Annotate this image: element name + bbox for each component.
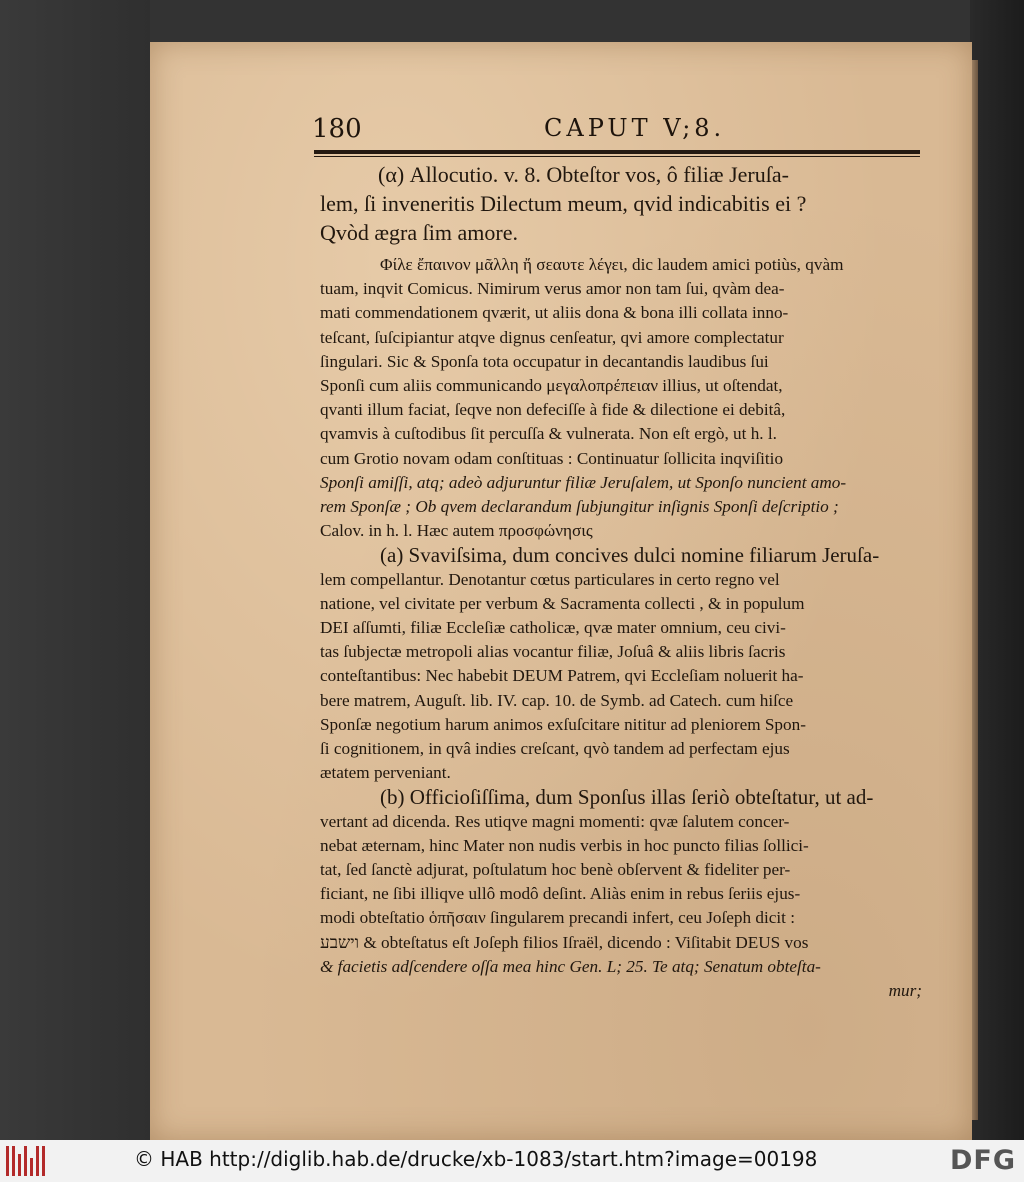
text-line: ſingulari. Sic & Sponſa tota occupatur in decantandis laudibus ſui xyxy=(320,351,769,371)
page-body-text xyxy=(320,160,922,1003)
text-line: tat, ſed ſanctè adjurat, poſtulatum hoc benè obſervent & fideliter per- xyxy=(320,860,791,880)
header-rule-thin xyxy=(314,156,920,157)
text-line: natione, vel civitate per verbum & Sacramenta collecti , & in populum xyxy=(320,593,805,613)
footer-bar xyxy=(0,1140,1024,1182)
text-line: Calov. in h. l. Hæc autem προσφώνησις xyxy=(320,521,593,541)
text-line: conteſtantibus: Nec habebit DEUM Patrem, qvi Eccleſiam noluerit ha- xyxy=(320,666,804,686)
text-line: tas ſubjectæ metropoli alias vocantur filiæ, Joſuâ & aliis libris ſacris xyxy=(320,642,786,662)
text-line: lem, ſi inveneritis Dilectum meum, qvid indicabitis ei ? xyxy=(320,191,807,216)
hab-logo-icon xyxy=(6,1146,46,1176)
text-line: & facietis adſcendere oſſa mea hinc Gen. L; 25. Te atq; Senatum obteſta- xyxy=(320,956,821,976)
text-line: DEI aſſumti, filiæ Eccleſiæ catholicæ, qvæ mater omnium, ceu civi- xyxy=(320,618,786,638)
text-line: (α) Allocutio. v. 8. Obteſtor vos, ô filiæ Jeruſa- xyxy=(378,162,789,187)
text-line: ætatem perveniant. xyxy=(320,763,451,783)
scan-background-right xyxy=(970,0,1024,1140)
text-line: lem compellantur. Denotantur cœtus particulares in certo regno vel xyxy=(320,569,780,589)
scan-background-top xyxy=(150,0,970,42)
text-line: (b) Officioſiſſima, dum Sponſus illas ſeriò obteſtatur, ut ad- xyxy=(380,785,874,810)
text-line: Φίλε ἔπαινον μᾶλλη ἤ σεαυτε λέγει, dic laudem amici potiùs, qvàm xyxy=(380,255,844,274)
text-line: rem Sponſæ ; Ob qvem declarandum ſubjungitur inſignis Sponſi deſcriptio ; xyxy=(320,497,839,517)
page-header xyxy=(312,114,882,150)
text-line: vertant ad dicenda. Res utiqve magni momenti: qvæ ſalutem concer- xyxy=(320,811,790,831)
text-line: Qvòd ægra ſim amore. xyxy=(320,220,518,245)
page-number: 180 xyxy=(312,114,362,144)
dfg-logo: DFG xyxy=(949,1145,1016,1176)
text-line: modi obteſtatio ὁπῆσαιν ſingularem precandi infert, ceu Joſeph dicit : xyxy=(320,908,796,928)
text-line: qvamvis à cuſtodibus ſit percuſſa & vulnerata. Non eſt ergò, ut h. l. xyxy=(320,424,777,444)
scan-background-left xyxy=(0,0,150,1140)
text-line: Sponſæ negotium harum animos exſuſcitare nititur ad pleniorem Spon- xyxy=(320,714,806,734)
catchword: mur; xyxy=(888,981,922,1001)
text-line: bere matrem, Auguſt. lib. IV. cap. 10. de Symb. ad Catech. cum hiſce xyxy=(320,690,794,710)
header-rule xyxy=(314,150,920,154)
text-line: nebat æternam, hinc Mater non nudis verbis in hoc puncto filias ſollici- xyxy=(320,835,809,855)
text-line: teſcant, ſuſcipiantur atqve dignus cenſeatur, qvi amore complectatur xyxy=(320,327,784,347)
text-line: ſi cognitionem, in qvâ indies creſcant, qvò tandem ad perfectam ejus xyxy=(320,739,790,759)
text-line: וישבע & obteſtatus eſt Joſeph filios Iſraël, dicendo : Viſitabit DEUS vos xyxy=(320,932,809,952)
text-line: cum Grotio novam odam conſtituas : Continuatur ſollicita inqviſitio xyxy=(320,448,784,468)
text-line: ficiant, ne ſibi illiqve ullô modô deſint. Aliàs enim in rebus ſeriis ejus- xyxy=(320,884,801,904)
running-head: CAPUT V;8. xyxy=(544,114,726,142)
text-line: (a) Svaviſsima, dum concives dulci nomine filiarum Jeruſa- xyxy=(380,543,880,568)
text-line: mati commendationem qværit, ut aliis dona & bona illi collata inno- xyxy=(320,303,789,323)
text-line: Sponſi cum aliis communicando μεγαλοπρέπειαν illius, ut oſtendat, xyxy=(320,376,783,396)
text-line: tuam, inqvit Comicus. Nimirum verus amor non tam ſui, qvàm dea- xyxy=(320,279,785,299)
copyright-link[interactable]: © HAB http://diglib.hab.de/drucke/xb-1083/start.htm?image=00198 xyxy=(134,1147,818,1171)
text-line: Sponſi amiſſi, atq; adeò adjuruntur filiæ Jeruſalem, ut Sponſo nuncient amo- xyxy=(320,472,847,492)
text-line: qvanti illum faciat, ſeqve non defeciſſe à fide & dilectione ei debitâ, xyxy=(320,400,786,420)
